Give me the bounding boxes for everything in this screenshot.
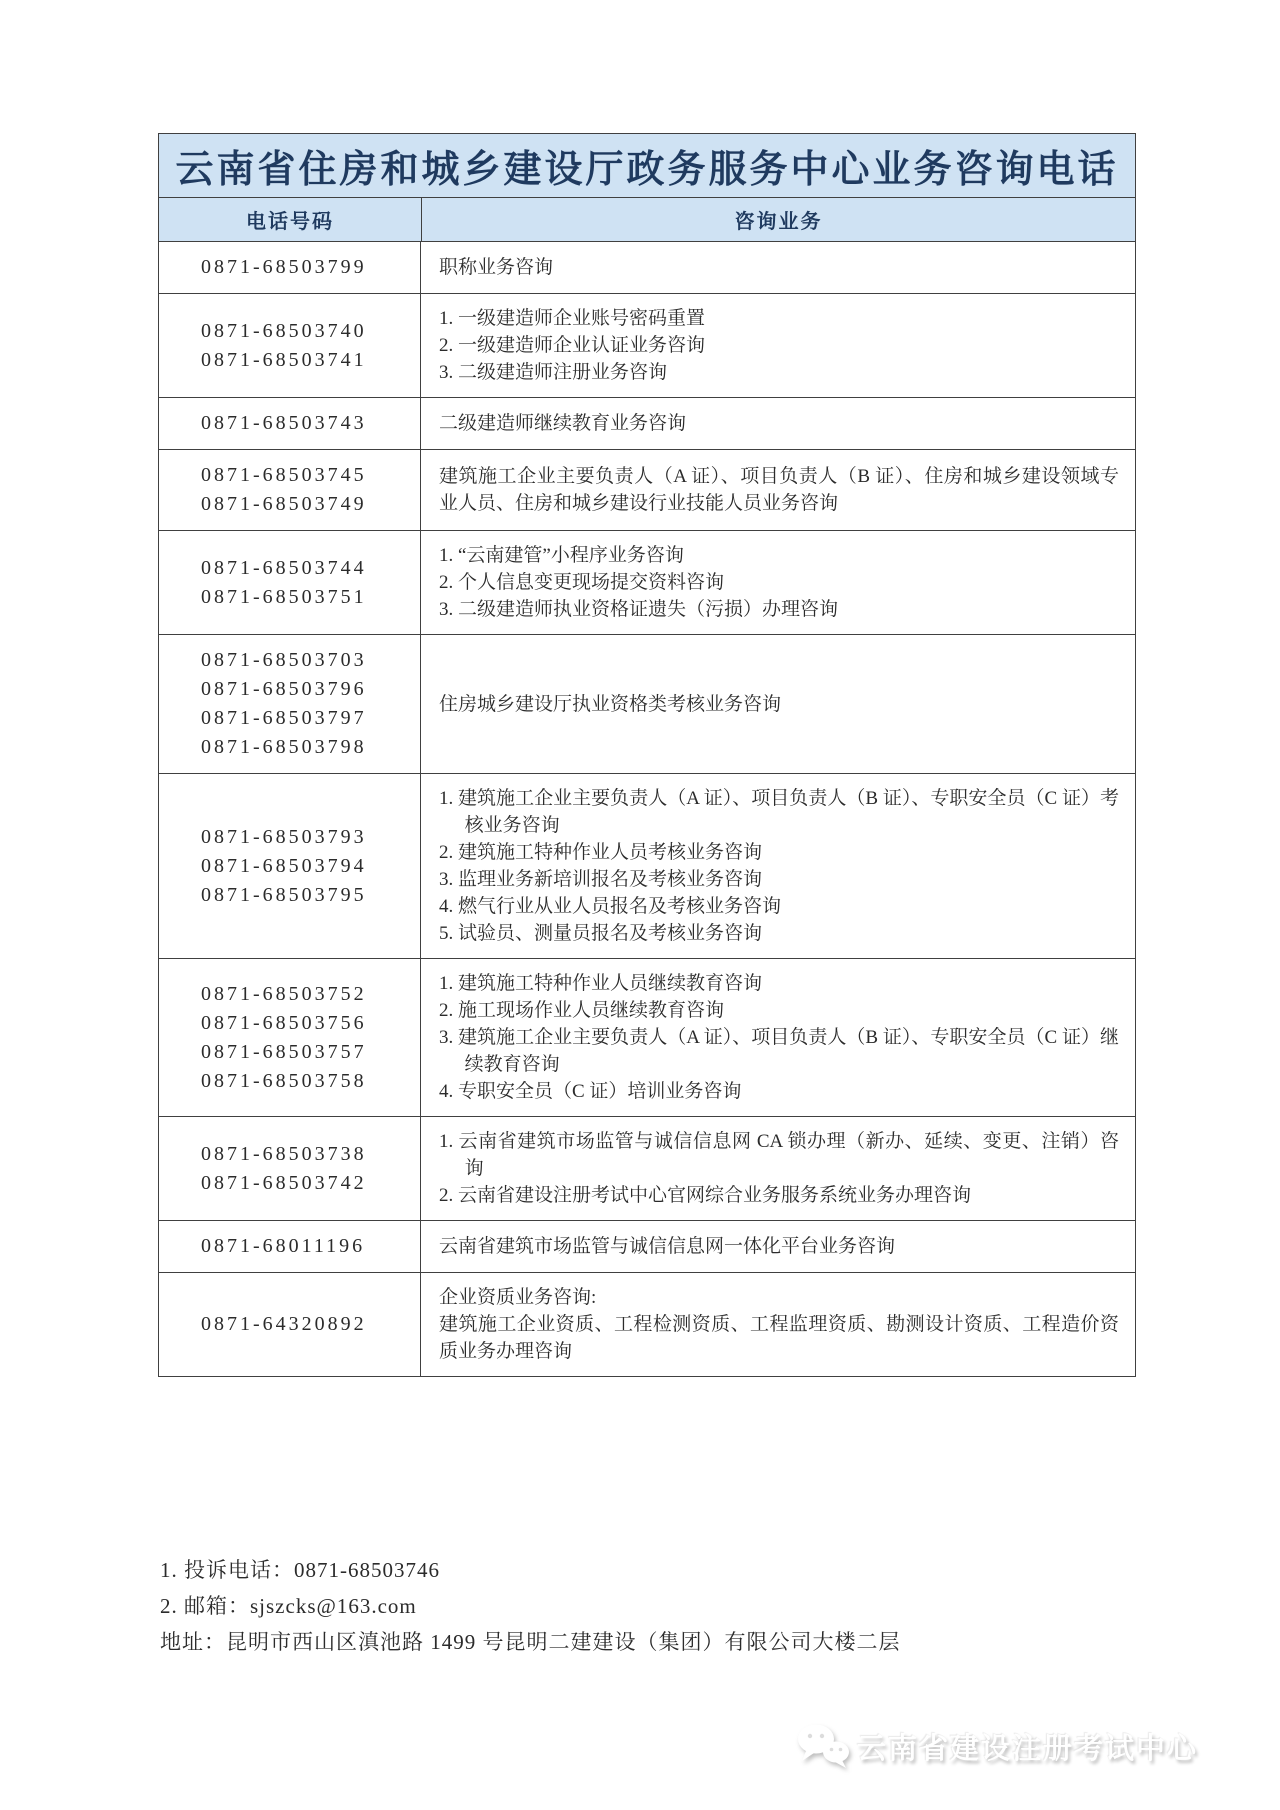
service-item: 1. 建筑施工特种作业人员继续教育咨询 <box>439 973 763 994</box>
footer-notes <box>160 1552 901 1660</box>
phone-number: 0871-68503798 <box>201 736 367 758</box>
service-item: 1. 建筑施工企业主要负责人（A 证）、项目负责人（B 证）、专职安全员（C 证）考核业务咨询 <box>439 788 1119 836</box>
service-item: 1. 一级建造师企业账号密码重置 <box>439 308 706 329</box>
service-cell <box>421 635 1135 773</box>
phone-number: 0871-68503744 <box>201 556 367 579</box>
phone-cell <box>159 450 421 530</box>
service-cell <box>421 1117 1135 1220</box>
phone-number: 0871-68503796 <box>201 678 367 700</box>
table-row <box>159 450 1135 531</box>
phone-cell <box>159 531 421 634</box>
service-cell <box>421 398 1135 449</box>
service-item: 4. 燃气行业从业人员报名及考核业务咨询 <box>439 896 782 917</box>
service-item: 2. 建筑施工特种作业人员考核业务咨询 <box>439 842 763 863</box>
table-row <box>159 398 1135 450</box>
phone-number: 0871-68503756 <box>201 1011 367 1034</box>
phone-number: 0871-68503758 <box>201 1069 367 1092</box>
service-item: 建筑施工企业主要负责人（A 证）、项目负责人（B 证）、住房和城乡建设领域专业人员、住房和城乡建设行业技能人员业务咨询 <box>439 466 1119 514</box>
footer-note: 2. 邮箱：sjszcks@163.com <box>160 1594 417 1618</box>
phone-number: 0871-68503741 <box>201 348 367 371</box>
phone-number: 0871-68503740 <box>201 319 367 342</box>
column-header-phone: 电话号码 <box>159 198 422 241</box>
column-header-service: 咨询业务 <box>734 211 823 233</box>
phone-number: 0871-68503794 <box>201 854 367 877</box>
footer-note: 地址：昆明市西山区滇池路 1499 号昆明二建建设（集团）有限公司大楼二层 <box>160 1630 901 1654</box>
phone-number: 0871-68503703 <box>201 649 367 671</box>
phone-number: 0871-68503751 <box>201 585 367 608</box>
service-cell <box>421 294 1135 397</box>
phone-cell <box>159 1273 421 1376</box>
phone-number: 0871-68503793 <box>201 825 367 848</box>
service-cell <box>421 774 1135 958</box>
table-body <box>159 242 1135 1376</box>
table-row <box>159 242 1135 294</box>
table-row <box>159 531 1135 635</box>
phone-number: 0871-68503742 <box>201 1171 367 1194</box>
table-row <box>159 294 1135 398</box>
service-item: 建筑施工企业资质、工程检测资质、工程监理资质、勘测设计资质、工程造价资质业务办理咨询 <box>439 1314 1119 1362</box>
table-row <box>159 959 1135 1117</box>
phone-cell <box>159 1117 421 1220</box>
service-item: 3. 二级建造师注册业务咨询 <box>439 362 668 383</box>
phone-cell <box>159 242 421 293</box>
service-cell <box>421 242 1135 293</box>
service-cell <box>421 1221 1135 1272</box>
phone-number: 0871-68503795 <box>201 883 367 906</box>
table-title: 云南省住房和城乡建设厅政务服务中心业务咨询电话 <box>159 134 1135 198</box>
phone-number: 0871-68503743 <box>201 412 367 434</box>
phone-number: 0871-68503745 <box>201 464 367 486</box>
service-item: 2. 云南省建设注册考试中心官网综合业务服务系统业务办理咨询 <box>439 1185 972 1206</box>
service-item: 职称业务咨询 <box>439 257 554 278</box>
phone-number: 0871-68503799 <box>201 256 367 278</box>
phone-cell <box>159 398 421 449</box>
service-item: 住房城乡建设厅执业资格类考核业务咨询 <box>439 693 782 715</box>
phone-number: 0871-68503797 <box>201 707 367 729</box>
table-row <box>159 1221 1135 1273</box>
service-item: 2. 个人信息变更现场提交资料咨询 <box>439 572 725 593</box>
phone-number: 0871-68503738 <box>201 1142 367 1165</box>
service-item: 1. “云南建管”小程序业务咨询 <box>439 545 684 566</box>
service-item: 二级建造师继续教育业务咨询 <box>439 413 687 434</box>
phone-cell <box>159 774 421 958</box>
phone-number: 0871-68503752 <box>201 982 367 1005</box>
service-item: 2. 施工现场作业人员继续教育咨询 <box>439 1000 725 1021</box>
service-item: 5. 试验员、测量员报名及考核业务咨询 <box>439 923 763 944</box>
service-item: 3. 二级建造师执业资格证遗失（污损）办理咨询 <box>439 599 839 620</box>
phone-number: 0871-68011196 <box>201 1235 366 1257</box>
phone-directory-table <box>158 133 1136 1377</box>
table-header-row <box>159 198 1135 242</box>
service-item: 2. 一级建造师企业认证业务咨询 <box>439 335 706 356</box>
watermark-label: 云南省建设注册考试中心 <box>857 1732 1199 1765</box>
phone-cell <box>159 635 421 773</box>
phone-cell <box>159 959 421 1116</box>
service-cell <box>421 1273 1135 1376</box>
footer-note: 1. 投诉电话：0871-68503746 <box>160 1558 440 1582</box>
service-item: 1. 云南省建筑市场监管与诚信信息网 CA 锁办理（新办、延续、变更、注销）咨询 <box>439 1131 1119 1179</box>
service-item: 4. 专职安全员（C 证）培训业务咨询 <box>439 1081 742 1102</box>
table-row <box>159 774 1135 959</box>
service-item: 3. 建筑施工企业主要负责人（A 证）、项目负责人（B 证）、专职安全员（C 证）继续教育咨询 <box>439 1027 1119 1075</box>
watermark <box>795 1722 1198 1770</box>
table-row <box>159 1117 1135 1221</box>
service-cell <box>421 531 1135 634</box>
service-item: 3. 监理业务新培训报名及考核业务咨询 <box>439 869 763 890</box>
service-cell <box>421 959 1135 1116</box>
phone-cell <box>159 1221 421 1272</box>
table-row <box>159 1273 1135 1376</box>
phone-number: 0871-68503749 <box>201 493 367 515</box>
phone-number: 0871-64320892 <box>201 1313 367 1335</box>
service-cell <box>421 450 1135 530</box>
wechat-icon <box>795 1722 851 1770</box>
phone-cell <box>159 294 421 397</box>
service-item: 企业资质业务咨询: <box>439 1287 597 1308</box>
table-row <box>159 635 1135 774</box>
service-item: 云南省建筑市场监管与诚信信息网一体化平台业务咨询 <box>439 1236 896 1257</box>
phone-number: 0871-68503757 <box>201 1040 367 1063</box>
